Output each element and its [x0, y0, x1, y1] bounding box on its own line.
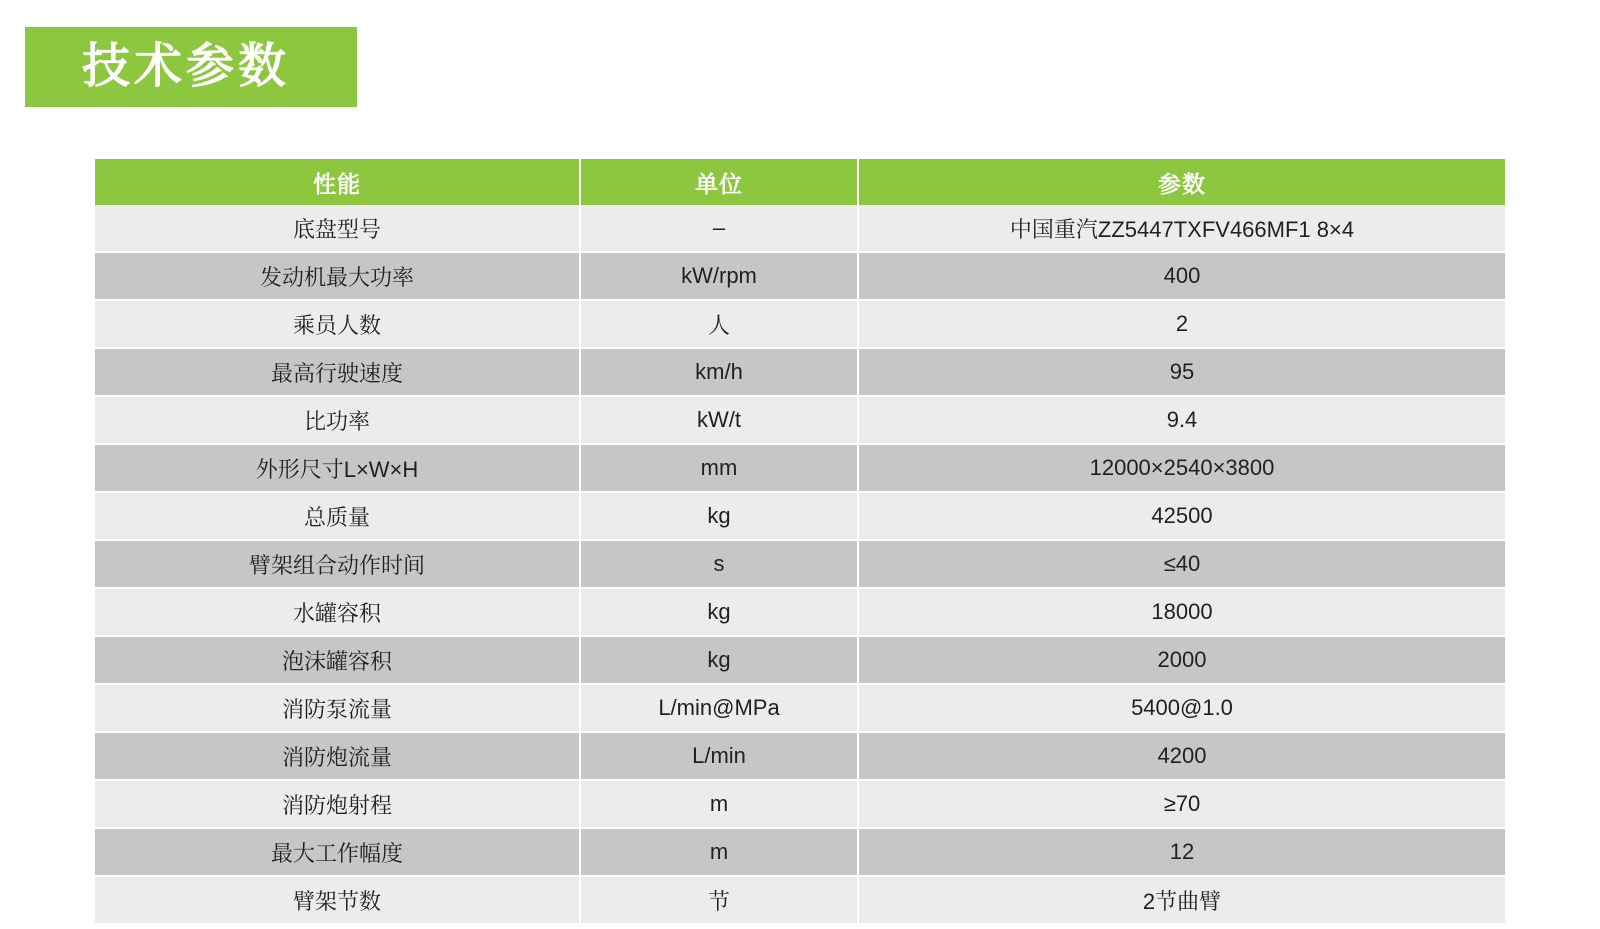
cell-parameter: 400	[858, 252, 1505, 300]
table-row	[95, 205, 1505, 252]
table-row	[95, 828, 1505, 876]
table-row	[95, 684, 1505, 732]
cell-performance: 最高行驶速度	[95, 348, 580, 396]
cell-performance: 臂架组合动作时间	[95, 540, 580, 588]
table-row	[95, 444, 1505, 492]
table-row	[95, 732, 1505, 780]
cell-unit: L/min	[580, 732, 858, 780]
cell-unit: s	[580, 540, 858, 588]
table-row	[95, 588, 1505, 636]
cell-unit: –	[580, 205, 858, 252]
cell-parameter: 12	[858, 828, 1505, 876]
cell-performance: 外形尺寸L×W×H	[95, 444, 580, 492]
cell-performance: 消防炮流量	[95, 732, 580, 780]
cell-parameter: 4200	[858, 732, 1505, 780]
cell-parameter: 42500	[858, 492, 1505, 540]
cell-parameter: 2节曲臂	[858, 876, 1505, 924]
cell-unit: m	[580, 780, 858, 828]
cell-performance: 泡沫罐容积	[95, 636, 580, 684]
table-row	[95, 252, 1505, 300]
cell-unit: kg	[580, 492, 858, 540]
table-row	[95, 636, 1505, 684]
table-header	[95, 159, 1505, 205]
page-title-banner	[25, 27, 357, 107]
cell-performance: 底盘型号	[95, 205, 580, 252]
cell-parameter: 95	[858, 348, 1505, 396]
table-row	[95, 780, 1505, 828]
column-header-parameter: 参数	[858, 159, 1505, 205]
cell-parameter: 18000	[858, 588, 1505, 636]
table-body	[95, 205, 1505, 924]
table-row	[95, 300, 1505, 348]
table-header-row	[95, 159, 1505, 205]
cell-parameter: 5400@1.0	[858, 684, 1505, 732]
cell-performance: 消防泵流量	[95, 684, 580, 732]
cell-unit: kg	[580, 588, 858, 636]
cell-unit: m	[580, 828, 858, 876]
cell-unit: 节	[580, 876, 858, 924]
cell-performance: 总质量	[95, 492, 580, 540]
table-row	[95, 540, 1505, 588]
cell-performance: 消防炮射程	[95, 780, 580, 828]
table-row	[95, 348, 1505, 396]
cell-parameter: 2	[858, 300, 1505, 348]
cell-unit: kW/t	[580, 396, 858, 444]
cell-performance: 比功率	[95, 396, 580, 444]
cell-parameter: 9.4	[858, 396, 1505, 444]
cell-performance: 发动机最大功率	[95, 252, 580, 300]
specifications-table	[95, 159, 1505, 925]
cell-unit: 人	[580, 300, 858, 348]
table-row	[95, 492, 1505, 540]
cell-parameter: 中国重汽ZZ5447TXFV466MF1 8×4	[858, 205, 1505, 252]
column-header-unit: 单位	[580, 159, 858, 205]
cell-performance: 最大工作幅度	[95, 828, 580, 876]
cell-parameter: ≥70	[858, 780, 1505, 828]
cell-parameter: 2000	[858, 636, 1505, 684]
cell-parameter: 12000×2540×3800	[858, 444, 1505, 492]
table-row	[95, 876, 1505, 924]
cell-unit: km/h	[580, 348, 858, 396]
table-row	[95, 396, 1505, 444]
cell-unit: L/min@MPa	[580, 684, 858, 732]
cell-unit: mm	[580, 444, 858, 492]
page-title: 技术参数	[82, 40, 291, 93]
cell-unit: kg	[580, 636, 858, 684]
cell-performance: 水罐容积	[95, 588, 580, 636]
cell-performance: 臂架节数	[95, 876, 580, 924]
column-header-performance: 性能	[95, 159, 580, 205]
cell-performance: 乘员人数	[95, 300, 580, 348]
cell-unit: kW/rpm	[580, 252, 858, 300]
cell-parameter: ≤40	[858, 540, 1505, 588]
